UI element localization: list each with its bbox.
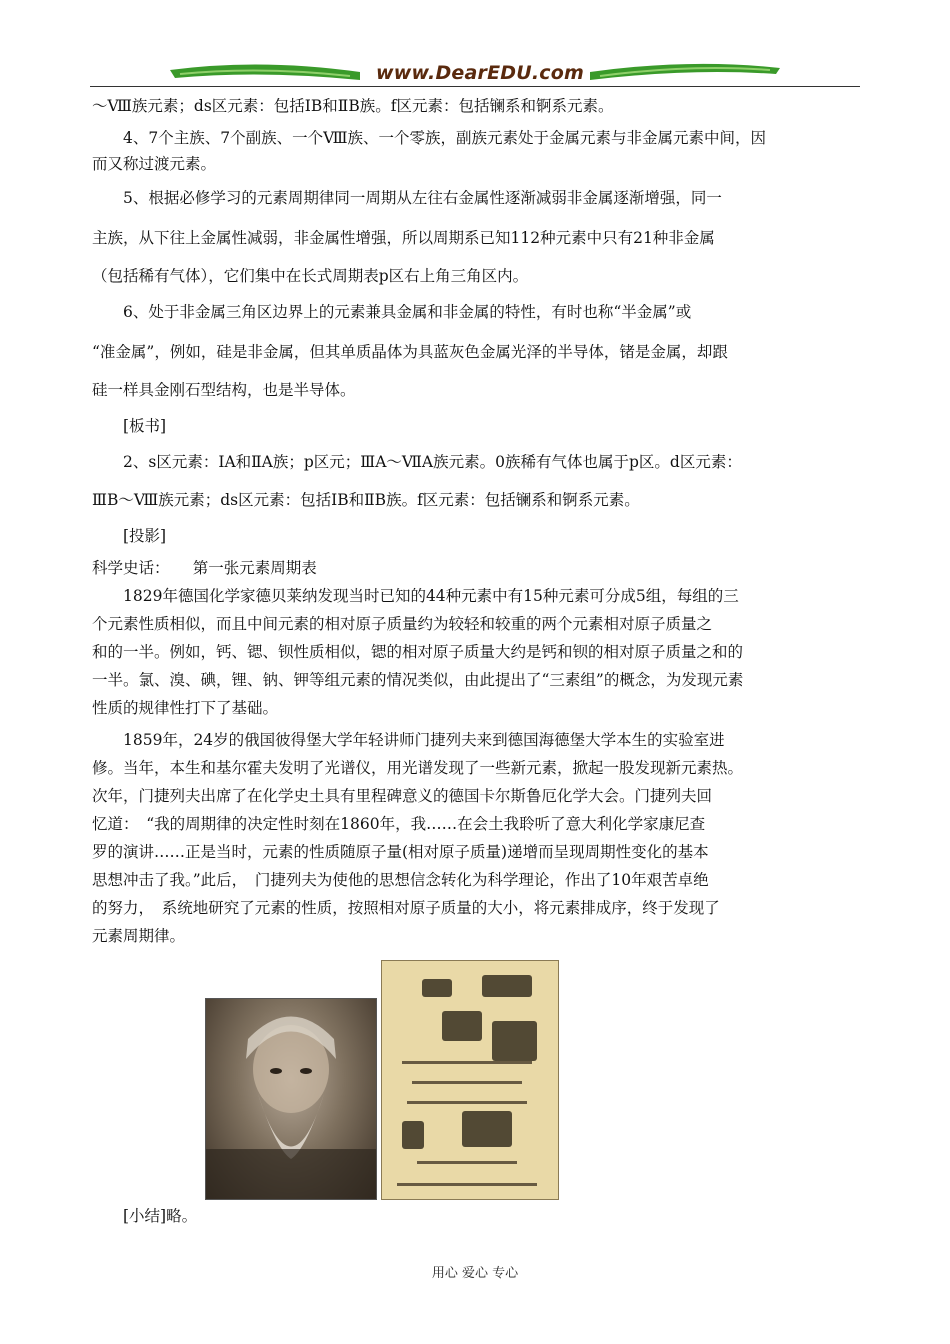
paragraph-line: 4、7个主族、7个副族、一个Ⅷ族、一个零族，副族元素处于金属元素与非金属元素中间，因 (92, 129, 767, 147)
paragraph-line: 主族，从下往上金属性减弱，非金属性增强，所以周期系已知112种元素中只有21种非金属 (92, 229, 715, 247)
paragraph-line: 6、处于非金属三角区边界上的元素兼具金属和非金属的特性，有时也称“半金属”或 (92, 303, 692, 321)
paragraph-line: 硅一样具金刚石型结构，也是半导体。 (92, 381, 356, 399)
portrait-illustration (206, 999, 376, 1199)
paragraph-line: 个元素性质相似，而且中间元素的相对原子质量约为较轻和较重的两个元素相对原子质量之 (92, 615, 713, 633)
paragraph-line: 罗的演讲……正是当时，元素的性质随原子量(相对原子质量)递增而呈现周期性变化的基本 (92, 843, 709, 861)
paragraph-line: 2、s区元素：ⅠA和ⅡA族；p区元；ⅢA～ⅦA族元素。0族稀有气体也属于p区。d区元素： (92, 453, 742, 471)
paragraph-line: 的努力， 系统地研究了元素的性质，按照相对原子质量的大小，将元素排成序，终于发现了 (92, 899, 720, 917)
page-footer: 用心 爱心 专心 (431, 1266, 519, 1281)
header-swoosh-graphic (0, 0, 950, 100)
section-heading: [板书] (92, 417, 167, 435)
page-header (0, 0, 950, 100)
paragraph-line: 思想冲击了我。”此后， 门捷列夫为使他的思想信念转化为科学理论，作出了10年艰苦卓绝 (92, 871, 709, 889)
site-logo: www.DearEDU.com (375, 62, 585, 84)
paragraph-line: 5、根据必修学习的元素周期律同一周期从左往右金属性逐渐减弱非金属逐渐增强，同一 (92, 189, 722, 207)
paragraph-line: 忆道： “我的周期律的决定性时刻在1860年，我……在会土我聆听了意大利化学家康尼查 (92, 815, 706, 833)
paragraph-line: 和的一半。例如，钙、锶、钡性质相似，锶的相对原子质量大约是钙和钡的相对原子质量之和的 (92, 643, 744, 661)
paragraph-line: 1859年，24岁的俄国彼得堡大学年轻讲师门捷列夫来到德国海德堡大学本生的实验室进 (92, 731, 725, 749)
paragraph-line: 元素周期律。 (92, 927, 186, 945)
paragraph-line: “准金属”，例如，硅是非金属，但其单质晶体为具蓝灰色金属光泽的半导体，锗是金属，却跟 (92, 343, 728, 361)
paragraph-line: ～Ⅷ族元素；ds区元素：包括ⅠB和ⅡB族。f区元素：包括镧系和锕系元素。 (92, 97, 614, 115)
paragraph-line: 1829年德国化学家德贝莱纳发现当时已知的44种元素中有15种元素可分成5组，每组的三 (92, 587, 739, 605)
paragraph-line: 而又称过渡元素。 (92, 155, 217, 173)
paragraph-line: 一半。氯、溴、碘，锂、钠、钾等组元素的情况类似，由此提出了“三素组”的概念，为发现元素 (92, 671, 744, 689)
paragraph-line: 修。当年，本生和基尔霍夫发明了光谱仪，用光谱发现了一些新元素，掀起一股发现新元素热。 (92, 759, 744, 777)
section-title: 科学史话： 第一张元素周期表 (92, 559, 317, 577)
mendeleev-portrait-image (205, 998, 377, 1200)
header-divider (90, 86, 860, 87)
periodic-table-manuscript-image (381, 960, 559, 1200)
section-heading: [小结]略。 (92, 1207, 198, 1225)
paragraph-line: （包括稀有气体），它们集中在长式周期表p区右上角三角区内。 (92, 267, 529, 285)
paragraph-line: 次年，门捷列夫出席了在化学史土具有里程碑意义的德国卡尔斯鲁厄化学大会。门捷列夫回 (92, 787, 713, 805)
paragraph-line: ⅢB～Ⅷ族元素；ds区元素：包括ⅠB和ⅡB族。f区元素：包括镧系和锕系元素。 (92, 491, 640, 509)
paragraph-line: 性质的规律性打下了基础。 (92, 699, 279, 717)
section-heading: [投影] (92, 527, 167, 545)
